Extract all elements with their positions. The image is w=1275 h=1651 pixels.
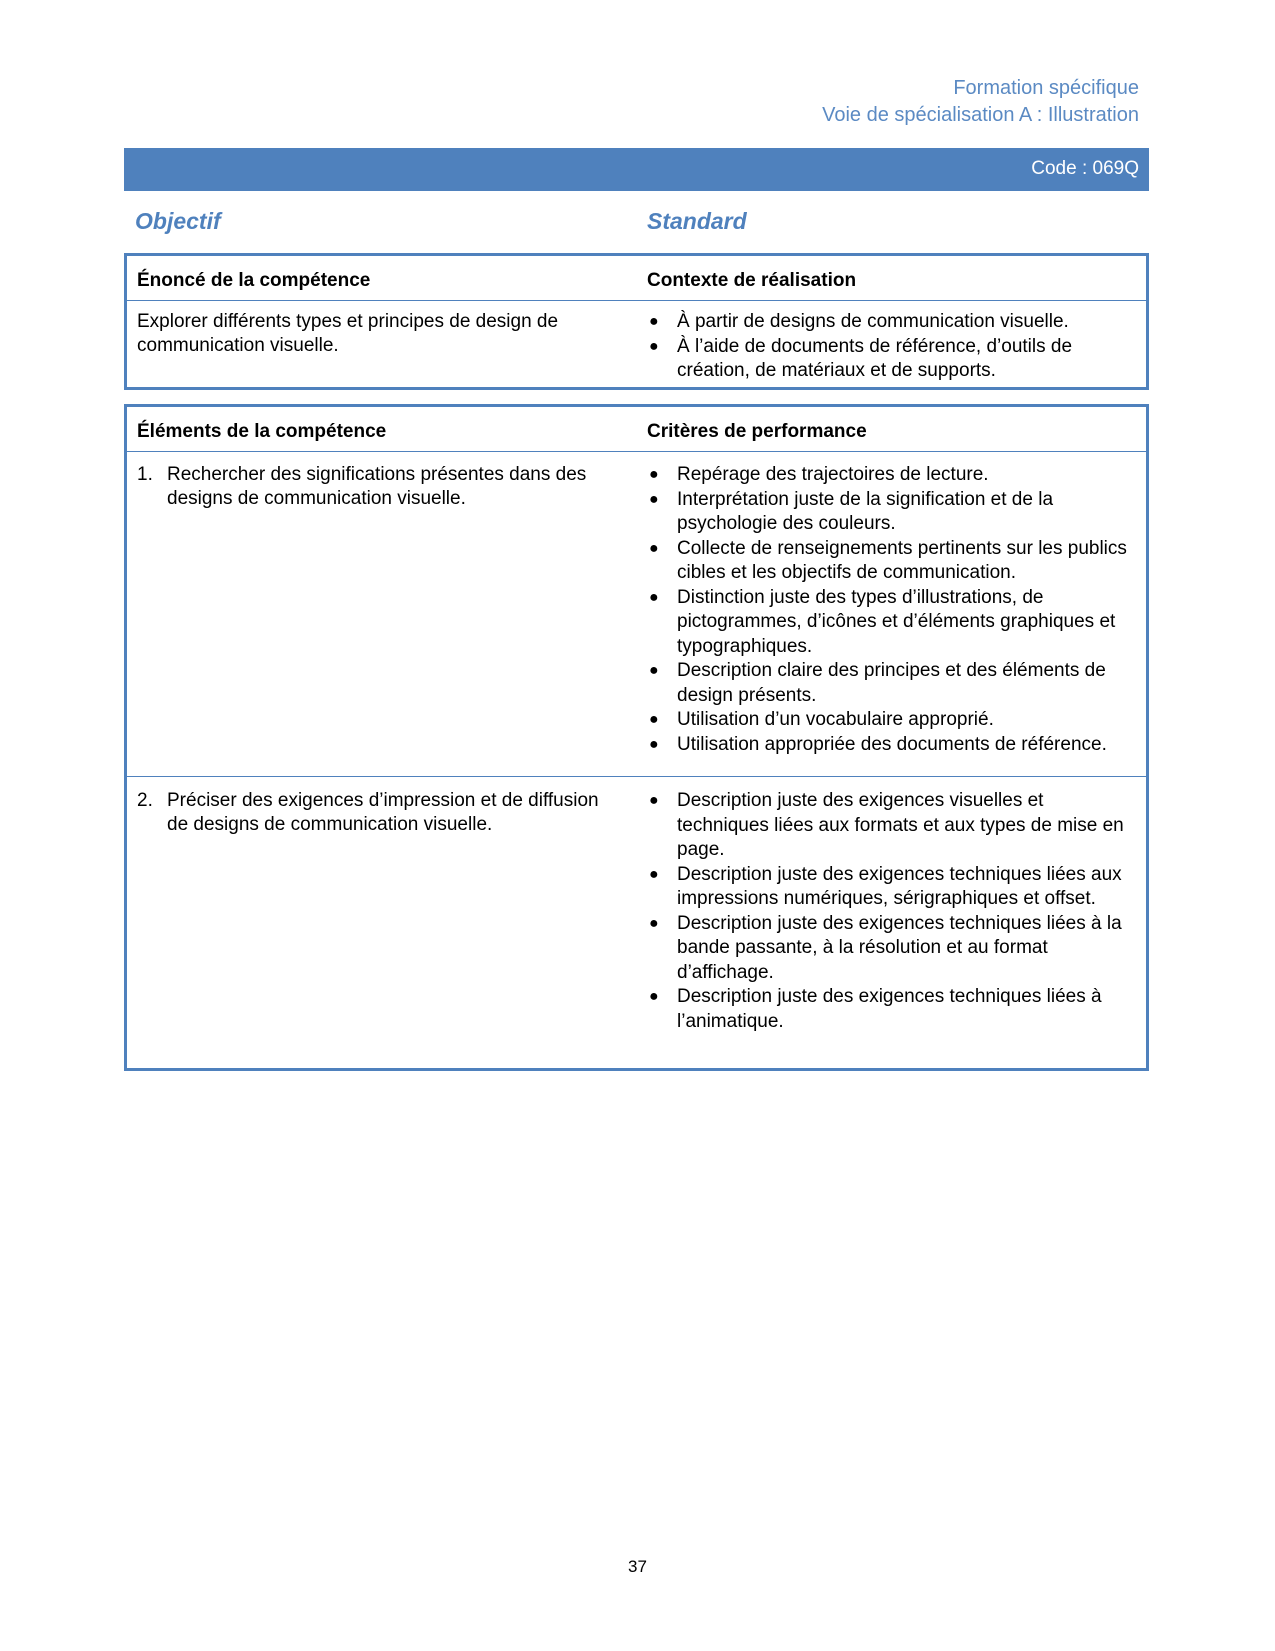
bullet-icon: ●	[649, 466, 659, 483]
header-formation: Formation spécifique	[953, 77, 1139, 99]
list-item: ● Description claire des principes et des éléments de design présents.	[649, 660, 1106, 706]
list-item: ● Repérage des trajectoires de lecture.	[647, 463, 1137, 488]
bullet-icon: ●	[649, 792, 659, 809]
list-item: ● Description juste des exigences techniques liées aux impressions numériques, sérigraphiques et offset.	[649, 863, 1122, 909]
list-item: ● Interprétation juste de la signification et de la psychologie des couleurs.	[649, 488, 1054, 534]
statement-header: Énoncé de la compétence	[137, 270, 371, 291]
table-row-2-element	[137, 789, 617, 837]
element-text: Rechercher des significations présentes dans des designs de communication visuelle.	[167, 464, 587, 509]
list-item: ● À l’aide de documents de référence, d’outils de création, de matériaux et de supports.	[649, 335, 1073, 381]
elements-table	[124, 404, 1149, 1071]
elements-table-header	[127, 407, 1146, 452]
document-header	[822, 75, 1139, 129]
list-item: ● Utilisation appropriée des documents de référence.	[647, 733, 1137, 758]
element-item	[137, 463, 617, 511]
table-row-1-criteria	[647, 463, 1137, 757]
title-standard: Standard	[647, 208, 747, 234]
header-specialisation: Voie de spécialisation A : Illustration	[822, 104, 1139, 126]
competence-table-header	[127, 256, 1146, 301]
page-number: 37	[628, 1557, 647, 1576]
list-item: ● À partir de designs de communication visuelle.	[647, 310, 1137, 335]
element-text: Préciser des exigences d’impression et de diffusion de designs de communication visuelle.	[167, 790, 599, 835]
list-item: ● Description juste des exigences techniques liées à l’animatique.	[649, 986, 1102, 1032]
criteria-header: Critères de performance	[647, 421, 867, 442]
list-item: ● Collecte de renseignements pertinents sur les publics cibles et les objectifs de communication.	[649, 537, 1127, 583]
bullet-icon: ●	[649, 988, 659, 1005]
bullet-icon: ●	[649, 735, 659, 753]
list-item: ● Description juste des exigences techniques liées à la bande passante, à la résolution et au format d’affichage.	[649, 912, 1122, 983]
element-number: 1.	[137, 464, 153, 485]
list-item: ● Distinction juste des types d’illustrations, de pictogrammes, d’icônes et d’éléments graphiques et typographiques.	[649, 586, 1116, 657]
bullet-icon: ●	[649, 662, 659, 679]
row-divider	[127, 776, 1146, 777]
elements-header: Éléments de la compétence	[137, 421, 387, 442]
element-number: 2.	[137, 790, 153, 811]
bullet-icon: ●	[649, 865, 659, 883]
table-row-2-criteria	[647, 789, 1137, 1034]
bullet-icon: ●	[649, 711, 659, 728]
element-item	[137, 789, 617, 837]
bullet-icon: ●	[649, 914, 659, 932]
code-label: Code : 069Q	[1031, 158, 1139, 179]
context-list	[647, 310, 1137, 384]
context-header: Contexte de réalisation	[647, 270, 857, 291]
list-item: ● Utilisation d’un vocabulaire approprié.	[647, 708, 1137, 733]
list-item: ● Description juste des exigences visuelles et techniques liées aux formats et aux types de mise en page.	[649, 790, 1124, 860]
bullet-icon: ●	[649, 337, 659, 355]
bullet-icon: ●	[649, 490, 659, 508]
table-row-1-element	[137, 463, 617, 511]
code-band	[124, 148, 1149, 191]
title-objectif: Objectif	[135, 208, 221, 234]
bullet-icon: ●	[649, 539, 659, 557]
competence-table	[124, 253, 1149, 390]
bullet-icon: ●	[649, 588, 659, 606]
competence-statement: Explorer différents types et principes de design de communication visuelle.	[137, 311, 559, 356]
bullet-icon: ●	[649, 313, 659, 330]
